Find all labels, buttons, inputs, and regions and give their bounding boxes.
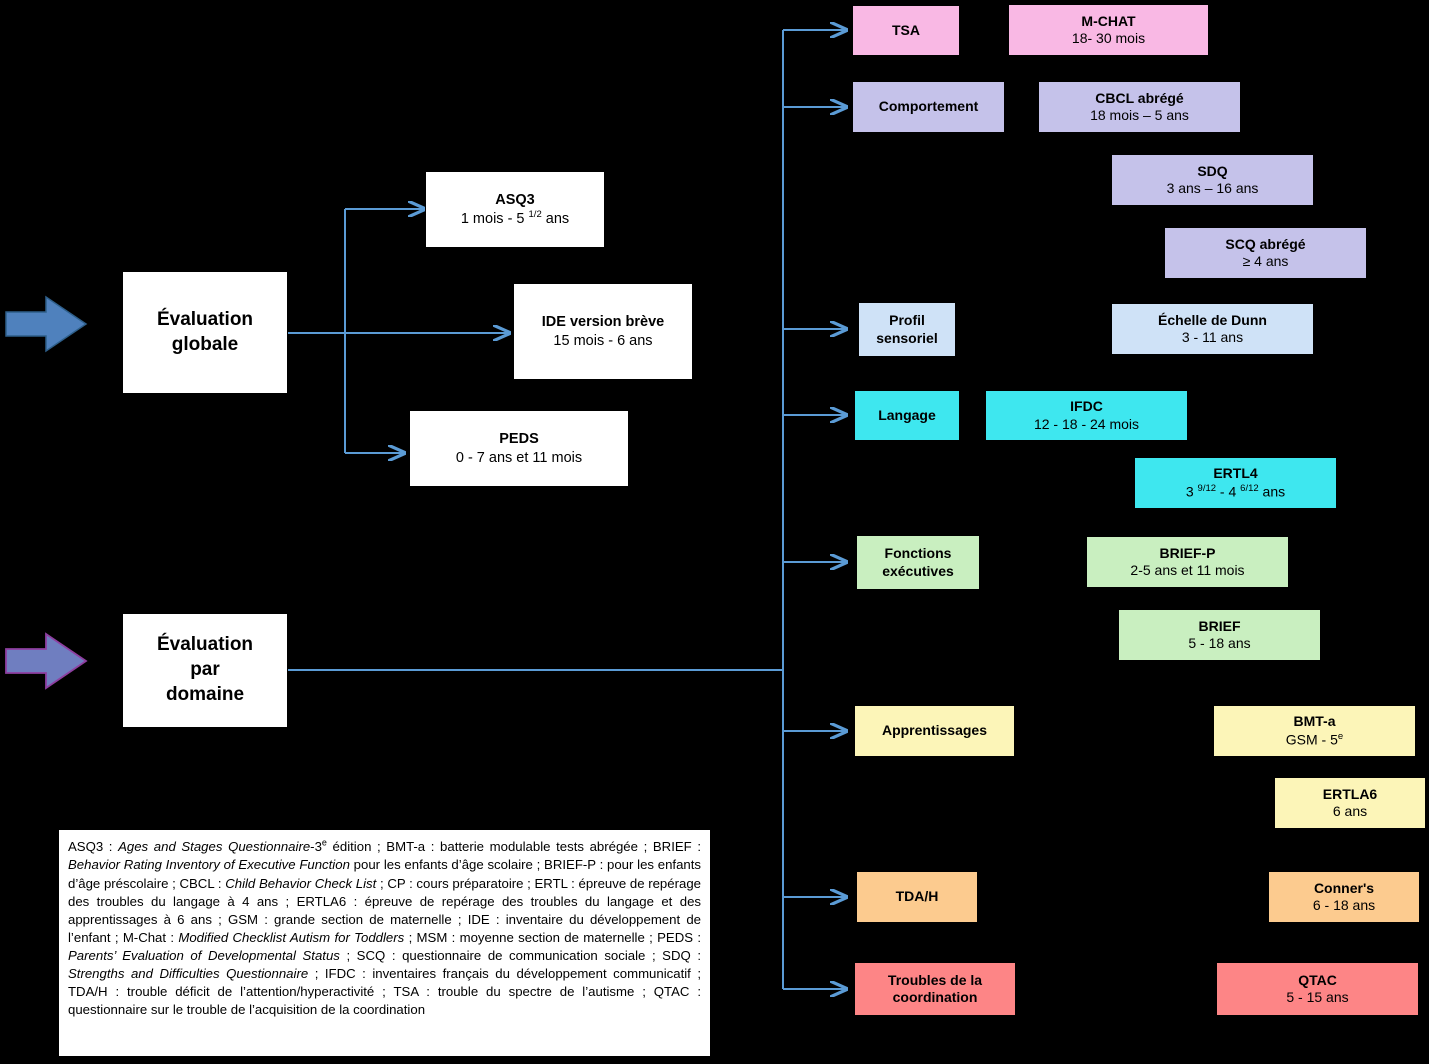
test-cbcl-name: CBCL abrégé: [1095, 89, 1184, 106]
test-peds-name: PEDS: [499, 431, 539, 448]
entry-domain-label-3: domaine: [165, 683, 245, 705]
test-mchat-age: 18- 30 mois: [1071, 30, 1146, 46]
domain-fonctions-executives[interactable]: [856, 535, 980, 590]
test-bmta-name: BMT-a: [1293, 713, 1336, 730]
test-asq3[interactable]: [425, 171, 605, 248]
entry-arrow-global: [6, 297, 86, 351]
test-sdq-name: SDQ: [1197, 162, 1228, 179]
entry-domain-label-1: Évaluation: [156, 634, 254, 656]
test-mchat[interactable]: [1008, 4, 1209, 56]
test-dunn-age: 3 - 11 ans: [1181, 329, 1244, 345]
test-scq-name: SCQ abrégé: [1225, 235, 1306, 252]
test-bmt-a[interactable]: [1213, 705, 1416, 757]
entry-global-label-2: globale: [171, 333, 239, 355]
domain-apprentissages-label: Apprentissages: [881, 722, 988, 739]
domain-comportement[interactable]: [852, 81, 1005, 133]
test-qtac-name: QTAC: [1298, 971, 1337, 988]
domain-troubles-coordination[interactable]: [854, 962, 1016, 1016]
domain-tsa[interactable]: [852, 5, 960, 56]
test-sdq-age: 3 ans – 16 ans: [1166, 180, 1259, 196]
domain-langage[interactable]: [854, 390, 960, 441]
test-briefp-age: 2-5 ans et 11 mois: [1130, 562, 1245, 578]
test-bmta-age: GSM - 5e: [1285, 730, 1344, 748]
domain-tsa-label: TSA: [892, 21, 920, 38]
domain-fonctions-label-1: Fonctions: [884, 545, 952, 561]
test-brief-age: 5 - 18 ans: [1188, 635, 1251, 651]
test-brief-name: BRIEF: [1198, 617, 1241, 634]
test-brief[interactable]: [1118, 609, 1321, 661]
test-echelle-dunn[interactable]: [1111, 303, 1314, 355]
domain-coordination-label-2: coordination: [892, 989, 978, 1005]
test-cbcl-age: 18 mois – 5 ans: [1090, 107, 1189, 123]
domain-comportement-label: Comportement: [878, 98, 979, 115]
test-ifdc-age: 12 - 18 - 24 mois: [1033, 415, 1140, 432]
test-sdq[interactable]: [1111, 154, 1314, 206]
test-ertl4[interactable]: [1134, 457, 1337, 509]
legend-abbreviations: [58, 829, 711, 1057]
domain-fonctions-label-2: exécutives: [882, 562, 954, 579]
domain-apprentissages[interactable]: [854, 705, 1015, 757]
domain-langage-label: Langage: [878, 406, 936, 423]
test-conners-name: Conner's: [1313, 879, 1375, 896]
domain-tdah[interactable]: [856, 871, 978, 923]
entry-domain-label-2: par: [190, 659, 220, 681]
test-brief-p[interactable]: [1086, 536, 1289, 588]
test-ifdc-name: IFDC: [1070, 398, 1103, 414]
test-ertla6[interactable]: [1274, 777, 1426, 829]
domain-coordination-label-1: Troubles de la: [887, 971, 983, 988]
test-ide-name: IDE version brève: [541, 314, 665, 331]
test-conners-age: 6 - 18 ans: [1312, 897, 1376, 913]
test-ertl4-name: ERTL4: [1213, 465, 1258, 482]
test-peds[interactable]: [409, 410, 629, 487]
test-cbcl[interactable]: [1038, 81, 1241, 133]
domain-profil-label-1: Profil: [889, 312, 925, 328]
test-ide-age: 15 mois - 6 ans: [553, 332, 653, 349]
entry-global-label-1: Évaluation: [156, 308, 254, 330]
domain-tdah-label: TDA/H: [895, 888, 939, 905]
test-peds-age: 0 - 7 ans et 11 mois: [455, 449, 583, 466]
test-ertla6-age: 6 ans: [1332, 803, 1368, 819]
domain-profil-sensoriel[interactable]: [858, 302, 956, 357]
test-dunn-name: Échelle de Dunn: [1158, 311, 1267, 328]
test-ide[interactable]: [513, 283, 693, 380]
domain-profil-label-2: sensoriel: [876, 329, 938, 346]
test-scq-age: ≥ 4 ans: [1242, 253, 1289, 269]
test-scq[interactable]: [1164, 227, 1367, 279]
test-asq3-name: ASQ3: [495, 191, 535, 208]
test-mchat-name: M-CHAT: [1081, 12, 1136, 29]
test-ertl4-age: 3 $^{9/12}$ - 4 $^{6/12}$ ans: [1185, 482, 1286, 500]
entry-arrow-domain: [6, 634, 86, 688]
legend-text: ASQ3 : Ages and Stages Questionnaire-3e édition ; BMT-a : batterie modulable tests abrégée ; BRIEF : Behavior Rating Inventory of Executive Function pour les enfants d’âge scolaire ; BRIEF-P : pour les enfants d’âge préscolaire ; CBCL : Child Behavior Check List ; CP : cours préparatoire ; ERTL : épreuve de repérage des troubles du langage à 4 ans ; ERTLA6 : épreuve de repérage des troubles du langage et des apprentissages à 6 ans ; GSM : grande section de maternelle ; IDE : inventaire du développement de l’enfant ; M-Chat : Modified Checklist Autism for Toddlers ; MSM : moyenne section de maternelle ; PEDS : Parents’ Evaluation of Developmental Status ; SCQ : questionnaire de communication sociale ; SDQ : Strengths and Difficulties Questionnaire ; IFDC : inventaires français du développement communicatif ; TDA/H : trouble déficit de l’attention/hyperactivité ; TSA : trouble du spectre de l’autisme ; QTAC : questionnaire sur le trouble de l’acquisition de la coordination: [68, 838, 702, 1018]
test-ifdc[interactable]: [985, 390, 1188, 441]
test-qtac[interactable]: [1216, 962, 1419, 1016]
test-conners[interactable]: [1268, 871, 1420, 923]
entry-domain-evaluation[interactable]: [122, 613, 288, 728]
entry-global-evaluation[interactable]: [122, 271, 288, 394]
test-asq3-age: 1 mois - 5 $^{1/2}$ ans: [460, 209, 570, 227]
test-qtac-age: 5 - 15 ans: [1286, 989, 1349, 1005]
test-briefp-name: BRIEF-P: [1159, 544, 1216, 561]
test-ertla6-name: ERTLA6: [1322, 785, 1378, 802]
